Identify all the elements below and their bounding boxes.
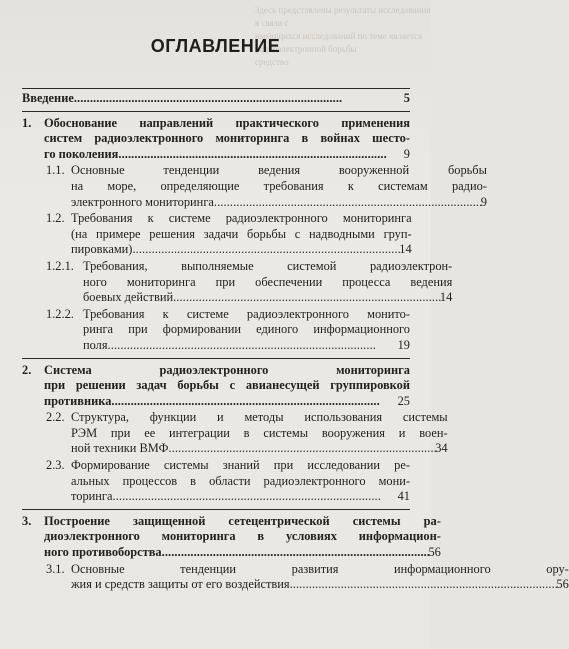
toc-page-number: 19	[397, 337, 410, 352]
toc-line: жия и средств защиты от его воздействия	[71, 577, 290, 592]
leader-dots	[173, 290, 440, 306]
bleed-line: Здесь представлены результаты исследования	[255, 5, 431, 15]
toc-line: Требования к системе радиоэлектронного монито-	[83, 306, 410, 321]
toc-line: пировками)	[71, 242, 133, 257]
toc-page-number: 41	[397, 489, 410, 504]
toc-line: РЭМ при ее интеграции в системы вооружения и воен-	[71, 425, 448, 440]
toc-section-number: 1.1.	[46, 163, 65, 178]
divider	[22, 358, 410, 359]
toc-line: альных процессов в области радиоэлектронного мони-	[71, 473, 410, 488]
toc-line: Формирование системы знаний при исследовании ре-	[71, 458, 410, 473]
toc-page-number: 5	[403, 91, 410, 105]
toc-page-number: 9	[403, 146, 410, 161]
toc-subsection-1-2-1	[22, 258, 453, 306]
leader-dots	[108, 338, 398, 354]
leader-dots	[132, 242, 399, 258]
divider	[22, 509, 410, 510]
toc-section-number: 1.2.2.	[46, 306, 74, 321]
leader-dots	[214, 195, 481, 211]
toc-page-number: 56	[556, 577, 569, 592]
toc-line: торинга	[71, 489, 113, 504]
toc-page-number: 14	[399, 242, 412, 257]
toc-subsection-1-2	[22, 211, 410, 258]
divider	[22, 111, 410, 112]
bleed-line: имеющихся исследований по теме является	[255, 31, 423, 41]
leader-dots	[111, 394, 397, 410]
toc-section-number: 2.3.	[46, 458, 65, 473]
toc-section-2	[22, 363, 410, 410]
toc-line: ной техники ВМФ	[71, 441, 169, 456]
toc-line: Основные тенденции ведения вооруженной борьбы	[71, 163, 487, 178]
toc-line: Обоснование направлений практического применения	[44, 115, 410, 130]
toc-subsection-1-1	[22, 163, 487, 210]
bleed-line: радиоэлектронной борьбы	[255, 44, 357, 54]
leader-dots	[168, 441, 435, 457]
toc-page-number: 14	[439, 290, 453, 305]
toc-line: электронного мониторинга	[71, 194, 214, 209]
leader-dots	[74, 91, 404, 107]
toc-line: (на примере решения задачи борьбы с надводными груп-	[71, 226, 412, 241]
table-of-contents	[22, 88, 569, 593]
toc-line: поля	[83, 337, 108, 352]
leader-dots	[113, 489, 398, 505]
toc-section-number: 3.	[22, 513, 32, 528]
toc-line: Требования, выполняемые системой радиоэлектрон-	[83, 258, 453, 273]
toc-entry-title: Введение	[22, 91, 74, 105]
toc-line: противника	[44, 393, 112, 408]
bleed-line: средство	[255, 57, 289, 67]
toc-section-number: 1.2.1.	[46, 258, 74, 273]
toc-line: при решении задач борьбы с авианесущей группировкой	[44, 378, 410, 393]
toc-section-number: 1.	[22, 115, 32, 130]
toc-section-number: 2.	[22, 362, 32, 377]
toc-section-1	[22, 116, 410, 163]
toc-line: Требования к системе радиоэлектронного мониторинга	[71, 211, 412, 226]
toc-section-number: 1.2.	[46, 211, 65, 226]
toc-entry-intro	[22, 91, 410, 107]
divider	[22, 88, 410, 89]
toc-line: го поколения	[44, 146, 119, 161]
toc-subsection-2-2	[22, 410, 448, 457]
toc-line: боевых действий	[83, 290, 174, 305]
toc-line: на море, определяющие требования к системам радио-	[71, 178, 487, 193]
toc-line: Построение защищенной сетецентрической системы ра-	[44, 513, 441, 528]
toc-line: диоэлектронного мониторинга в условиях информацион-	[44, 529, 441, 544]
toc-subsection-1-2-2	[22, 307, 410, 354]
toc-subsection-3-1	[22, 561, 569, 593]
toc-line: Структура, функции и методы использования системы	[71, 410, 448, 425]
leader-dots	[162, 545, 429, 561]
toc-page-number: 25	[397, 393, 410, 408]
toc-line: Система радиоэлектронного мониторинга	[44, 362, 410, 377]
toc-line: ного противоборства	[44, 545, 162, 560]
toc-section-number: 3.1.	[46, 561, 65, 576]
toc-page-number: 34	[435, 441, 448, 456]
toc-section-3	[22, 513, 441, 561]
toc-line: ринга при формировании единого информационного	[83, 322, 410, 337]
leader-dots	[290, 577, 557, 593]
toc-subsection-2-3	[22, 458, 410, 505]
toc-line: систем радиоэлектронного мониторинга в войнах шесто-	[44, 131, 410, 146]
toc-page-number: 56	[428, 545, 441, 560]
toc-line: Основные тенденции развития информационного ору-	[71, 561, 569, 576]
bleed-line: в связи с	[255, 18, 289, 28]
toc-line: ного мониторинга при обеспечении процесса ведения	[83, 274, 453, 289]
page-title: ОГЛАВЛЕНИЕ	[150, 36, 281, 56]
toc-section-number: 2.2.	[46, 410, 65, 425]
toc-page-number: 9	[480, 194, 487, 209]
leader-dots	[118, 147, 403, 163]
